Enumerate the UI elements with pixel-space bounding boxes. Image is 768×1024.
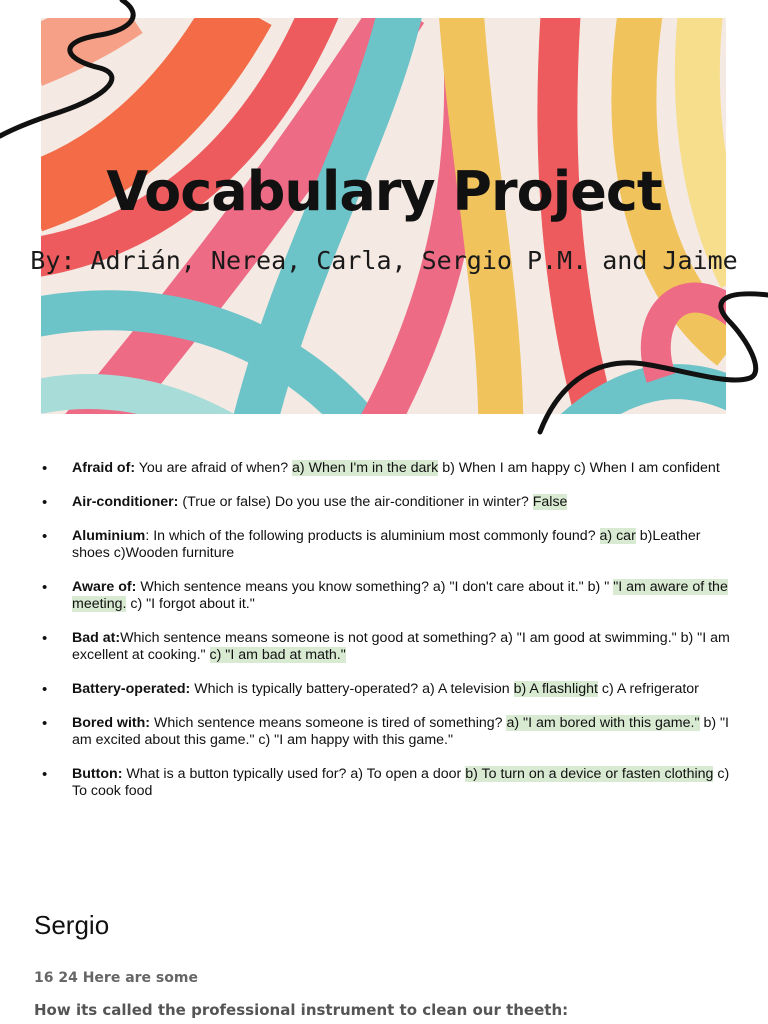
vocab-item [38, 630, 738, 664]
question-text: Which is typically battery-operated? a) A television [190, 681, 514, 697]
highlighted-answer: False [532, 494, 568, 510]
question-text: b) When I am happy c) When I am confident [438, 460, 720, 476]
question-text: You are afraid of when? [135, 460, 293, 476]
vocab-term: Aware of: [72, 579, 137, 595]
vocabulary-list [38, 460, 738, 817]
highlighted-answer: b) To turn on a device or fasten clothing [465, 766, 714, 782]
vocab-term: Air-conditioner: [72, 494, 179, 510]
highlighted-answer: a) car [599, 528, 636, 544]
vocab-item [38, 715, 738, 749]
vocab-term: Battery-operated: [72, 681, 191, 697]
highlighted-answer: b) A flashlight [513, 681, 598, 697]
vocab-term: Aluminium [72, 528, 146, 544]
highlighted-answer: c) "I am bad at math." [209, 647, 346, 663]
vocab-term: Bad at: [72, 630, 121, 646]
page-title: Vocabulary Project [106, 160, 662, 223]
question-text: c) "I forgot about it." [126, 596, 255, 612]
author-byline: By: Adrián, Nerea, Carla, Sergio P.M. and Jaime [30, 246, 738, 275]
vocab-item [38, 579, 738, 613]
question-text: What is a button typically used for? a) To open a door [122, 766, 466, 782]
question-text: Which sentence means someone is not good at something? a) "I am good at swimming." b) "I am excellent at cooking." [72, 630, 730, 663]
highlighted-answer: a) When I'm in the dark [292, 460, 439, 476]
question-text: b) "I am excited about this game." c) "I am happy with this game." [72, 715, 729, 748]
section-question: How its called the professional instrument to clean our theeth: [34, 1001, 569, 1019]
vocab-item [38, 460, 738, 477]
highlighted-answer: "I am aware of the meeting. [72, 579, 728, 612]
vocab-item [38, 681, 738, 698]
section-subheading: 16 24 Here are some [34, 970, 198, 986]
vocab-item [38, 528, 738, 562]
question-text: (True or false) Do you use the air-conditioner in winter? [178, 494, 533, 510]
question-text: b)Leather shoes c)Wooden furniture [72, 528, 701, 561]
vocab-term: Bored with: [72, 715, 151, 731]
question-text: : In which of the following products is aluminium most commonly found? [145, 528, 600, 544]
vocab-term: Button: [72, 766, 123, 782]
question-text: c) A refrigerator [597, 681, 699, 697]
vocab-term: Afraid of: [72, 460, 136, 476]
question-text: Which sentence means you know something? a) "I don't care about it." b) " [136, 579, 614, 595]
highlighted-answer: a) "I am bored with this game." [506, 715, 700, 731]
section-heading: Sergio [34, 910, 110, 940]
vocab-item [38, 494, 738, 511]
question-text: c) To cook food [72, 766, 730, 799]
question-text: Which sentence means someone is tired of something? [150, 715, 507, 731]
vocab-item [38, 766, 738, 800]
